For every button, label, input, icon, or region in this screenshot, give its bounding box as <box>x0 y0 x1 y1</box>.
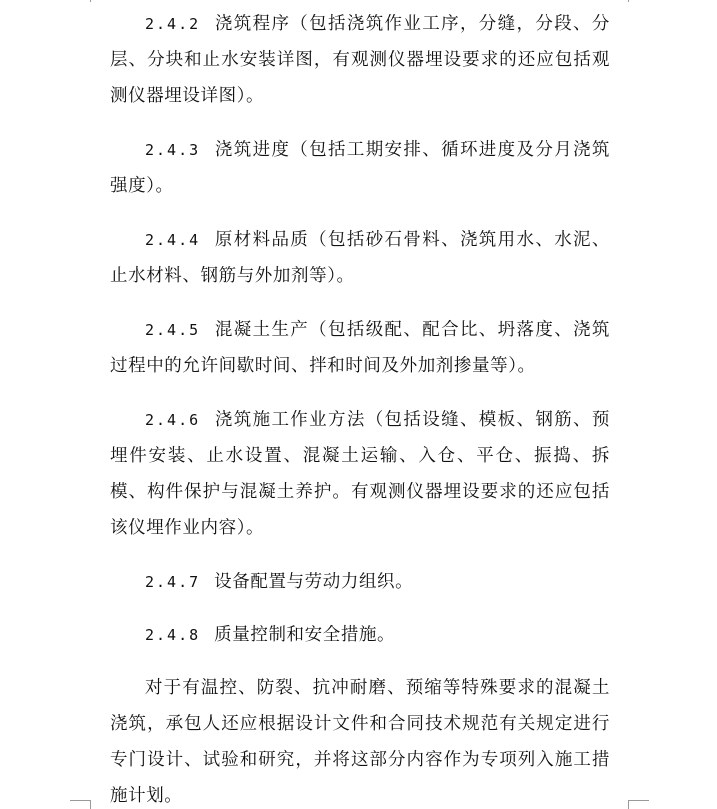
margin-mark-top-left <box>90 0 91 2</box>
paragraph-text: 混凝土生产（包括级配、配合比、坍落度、浇筑过程中的允许间歇时间、拌和时间及外加剂掺量等）。 <box>110 320 610 376</box>
clause-number: 2.4.8 <box>145 626 201 644</box>
paragraph-text: 质量控制和安全措施。 <box>214 625 396 645</box>
paragraph-2-4-5 <box>110 312 610 384</box>
clause-number: 2.4.5 <box>145 321 201 339</box>
paragraph-2-4-8 <box>110 617 610 653</box>
margin-mark-bottom-right <box>628 800 629 809</box>
paragraph-text: 浇筑施工作业方法（包括设缝、模板、钢筋、预埋件安装、止水设置、混凝土运输、入仓、平仓、振捣、拆模、构件保护与混凝土养护。有观测仪器埋设要求的还应包括该仪埋作业内容）。 <box>110 410 610 538</box>
margin-mark-bottom-left-h <box>70 800 90 801</box>
paragraph-text: 原材料品质（包括砂石骨料、浇筑用水、水泥、止水材料、钢筋与外加剂等）。 <box>110 230 610 286</box>
paragraph-2-4-7 <box>110 564 610 600</box>
margin-mark-top-right <box>628 0 629 2</box>
clause-number: 2.4.6 <box>145 411 201 429</box>
document-body <box>110 6 610 809</box>
paragraph-text: 浇筑程序（包括浇筑作业工序，分缝，分段、分层、分块和止水安装详图，有观测仪器埋设要求的还应包括观测仪器埋设详图）。 <box>110 14 610 106</box>
paragraph-2-4-4 <box>110 222 610 294</box>
clause-number: 2.4.4 <box>145 231 201 249</box>
paragraph-text: 设备配置与劳动力组织。 <box>214 572 414 592</box>
paragraph-2-4-3 <box>110 132 610 204</box>
paragraph-text: 浇筑进度（包括工期安排、循环进度及分月浇筑强度）。 <box>110 140 610 196</box>
clause-number: 2.4.7 <box>145 573 201 591</box>
paragraph-text: 对于有温控、防裂、抗冲耐磨、预缩等特殊要求的混凝土浇筑，承包人还应根据设计文件和合同技术规范有关规定进行专门设计、试验和研究，并将这部分内容作为专项列入施工措施计划。 <box>110 678 610 806</box>
margin-mark-bottom-right-h <box>629 800 649 801</box>
paragraph-2-4-6 <box>110 402 610 546</box>
margin-mark-bottom-left <box>90 800 91 809</box>
clause-number: 2.4.2 <box>145 15 201 33</box>
clause-number: 2.4.3 <box>145 141 201 159</box>
paragraph-2-4-2 <box>110 6 610 114</box>
paragraph-special-requirements <box>110 670 610 809</box>
